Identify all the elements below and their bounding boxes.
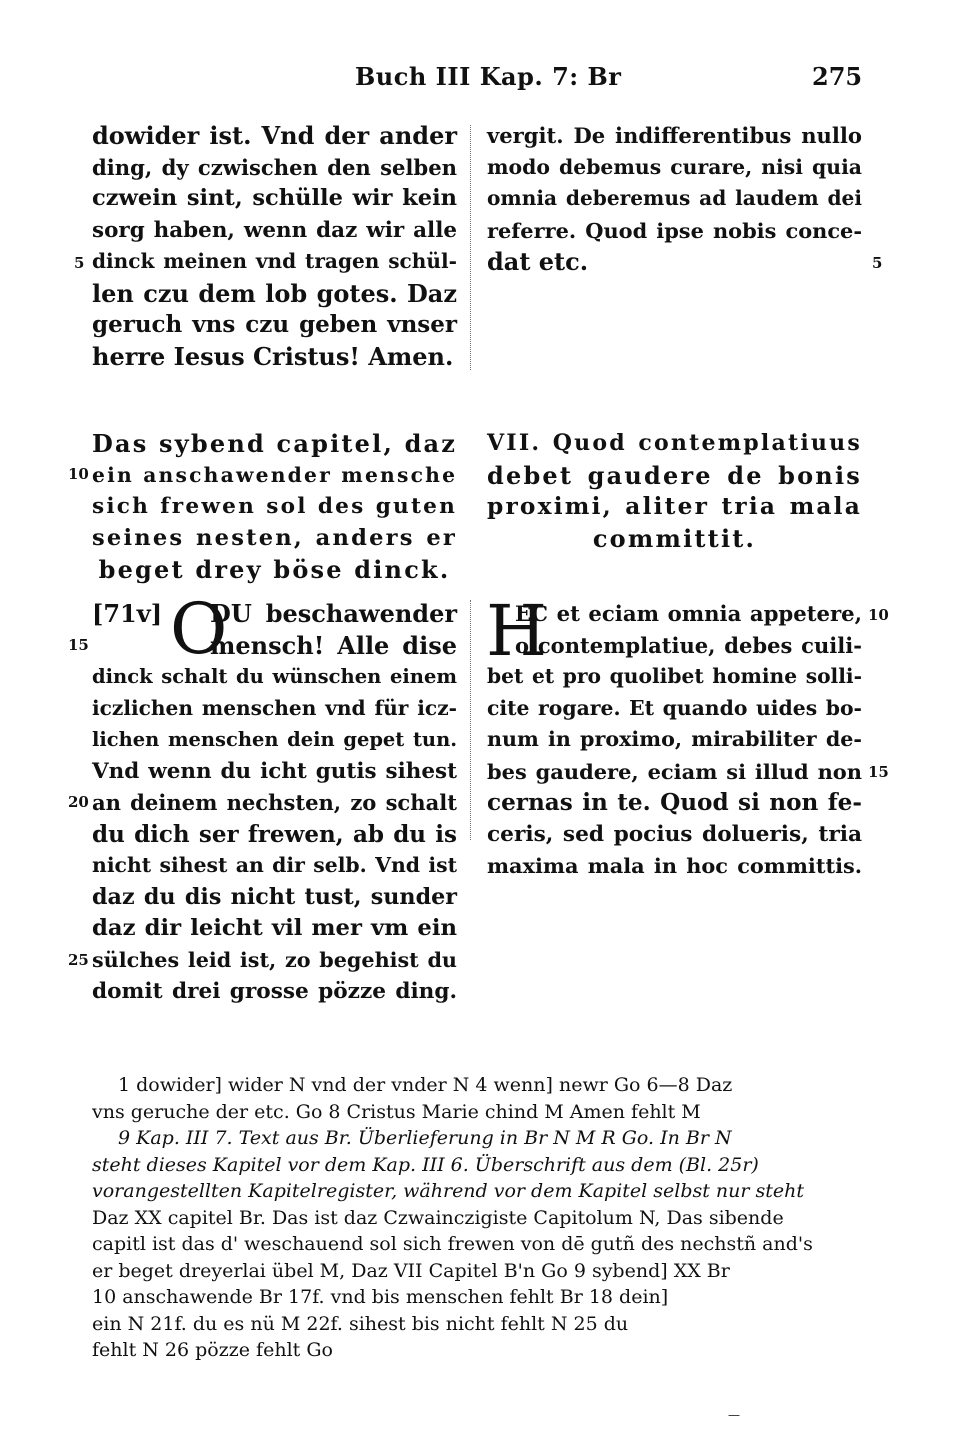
- text-line: o contemplatiue, debes cuili-: [515, 632, 862, 658]
- text-line: ceris, sed pocius dolueris, tria: [487, 821, 862, 847]
- top-left-column: [92, 120, 457, 372]
- column-divider-bottom: [470, 600, 471, 840]
- heading-line: ein anschawender mensche: [92, 462, 458, 487]
- text-line: geruch vns czu geben vnser: [92, 311, 457, 338]
- drop-capital-o: O: [170, 588, 228, 670]
- text-line: du dich ser frewen, ab du is: [92, 820, 457, 848]
- apparatus-line: fehlt N 26 pözze fehlt Go: [92, 1339, 333, 1361]
- apparatus-line: ein N 21f. du es nü M 22f. sihest bis nicht fehlt N 25 du: [92, 1312, 629, 1335]
- chapter-body-german: [92, 598, 457, 1008]
- text-line: num in proximo, mirabiliter de-: [487, 727, 862, 751]
- apparatus-line: capitl ist das d' weschauend sol sich frewen von dē gutñ des nechstñ and's: [92, 1233, 813, 1255]
- line-number: 20: [68, 793, 89, 811]
- text-line: nicht sihest an dir selb. Vnd ist: [92, 853, 457, 877]
- heading-line: Das sybend capitel, daz: [92, 429, 458, 458]
- text-line: dinck meinen vnd tragen schül-: [92, 249, 457, 273]
- first-line: [92, 598, 457, 630]
- apparatus-line: vorangestellten Kapitelregister, während vor dem Kapitel selbst nur steht: [92, 1180, 805, 1202]
- line-number: 5: [74, 254, 85, 272]
- text-line: lichen menschen dein gepet tun.: [92, 728, 457, 751]
- drop-capital-h: H: [486, 590, 548, 672]
- text-line: cite rogare. Et quando uides bo-: [487, 695, 862, 720]
- line-number: 25: [68, 951, 89, 969]
- heading-line: sich frewen sol des guten: [92, 494, 457, 519]
- heading-line: VII. Quod contemplatiuus: [487, 430, 862, 456]
- heading-line: seines nesten, anders er: [92, 524, 457, 551]
- apparatus-line: Daz XX capitel Br. Das ist daz Czwainczigiste Capitolum N, Das sibende: [92, 1206, 784, 1229]
- line-number: 15: [868, 763, 889, 781]
- text-line: sorg haben, wenn daz wir alle: [92, 217, 457, 243]
- text-line: domit drei grosse pözze ding.: [92, 979, 457, 1004]
- text-line: dat etc.: [487, 247, 589, 276]
- page-number: 275: [812, 62, 863, 91]
- text-line: modo debemus curare, nisi quia: [487, 154, 862, 179]
- text-line: sülches leid ist, zo begehist du: [92, 947, 457, 972]
- text-line: daz dir leicht vil mer vm ein: [92, 915, 457, 941]
- chapter-heading-latin: [487, 428, 862, 554]
- text-line: dowider ist. Vnd der ander: [92, 121, 457, 150]
- first-line-rest: DU beschawender: [210, 599, 457, 628]
- apparatus-line: 1 dowider] wider N vnd der vnder N 4 wenn] newr Go 6—8 Daz: [118, 1074, 733, 1096]
- top-right-column: [487, 120, 862, 278]
- apparatus-line: er beget dreyerlai übel M, Daz VII Capitel B'n Go 9 sybend] XX Br: [92, 1259, 730, 1282]
- heading-line: debet gaudere de bonis: [487, 460, 862, 490]
- text-line: mensch! Alle dise: [210, 630, 457, 660]
- apparatus-line: 9 Kap. III 7. Text aus Br. Überlieferung in Br N M R Go. In Br N: [118, 1127, 732, 1149]
- text-line: maxima mala in hoc committis.: [487, 853, 862, 878]
- apparatus-line: vns geruche der etc. Go 8 Cristus Marie chind M Amen fehlt M: [92, 1100, 701, 1123]
- text-line: dinck schalt du wünschen einem: [92, 665, 457, 688]
- text-line: iczlichen menschen vnd für icz-: [92, 695, 457, 720]
- line-number: 5: [872, 254, 883, 272]
- text-line: bet et pro quolibet homine solli-: [487, 664, 862, 688]
- text-line: czwein sint, schülle wir kein: [92, 185, 457, 211]
- text-line: daz du dis nicht tust, sunder: [92, 883, 457, 910]
- line-number: 15: [68, 636, 89, 654]
- running-header: Buch III Kap. 7: Br: [355, 62, 622, 91]
- heading-line: beget drey böse dinck.: [98, 555, 451, 584]
- apparatus-line: 10 anschawende Br 17f. vnd bis menschen fehlt Br 18 dein]: [92, 1286, 669, 1308]
- text-line: vergit. De indifferentibus nullo: [487, 123, 862, 148]
- text-line: herre Iesus Cristus! Amen.: [92, 341, 454, 371]
- heading-line: proximi, aliter tria mala: [487, 493, 862, 520]
- column-divider-top: [470, 125, 471, 370]
- text-line: referre. Quod ipse nobis conce-: [487, 217, 862, 243]
- folio-reference: [71v]: [92, 599, 163, 628]
- text-line: omnia deberemus ad laudem dei: [487, 186, 862, 210]
- chapter-heading-german: [92, 428, 457, 586]
- line-number: 10: [68, 465, 89, 483]
- text-line: ding, dy czwischen den selben: [92, 154, 457, 180]
- footer-mark: —: [728, 1408, 740, 1422]
- heading-line: committit.: [592, 523, 757, 553]
- text-line: cernas in te. Quod si non fe-: [487, 789, 862, 816]
- text-line: len czu dem lob gotes. Daz: [92, 278, 457, 308]
- text-line: an deinem nechsten, zo schalt: [92, 790, 457, 815]
- line-number: 10: [868, 606, 889, 624]
- text-line: bes gaudere, eciam si illud non: [487, 758, 862, 784]
- apparatus-line: steht dieses Kapitel vor dem Kap. III 6. Überschrift aus dem (Bl. 25r): [92, 1153, 759, 1176]
- critical-apparatus: [92, 1072, 862, 1364]
- text-line: Vnd wenn du icht gutis sihest: [92, 758, 457, 784]
- first-line-rest: EC et eciam omnia appetere,: [515, 601, 862, 626]
